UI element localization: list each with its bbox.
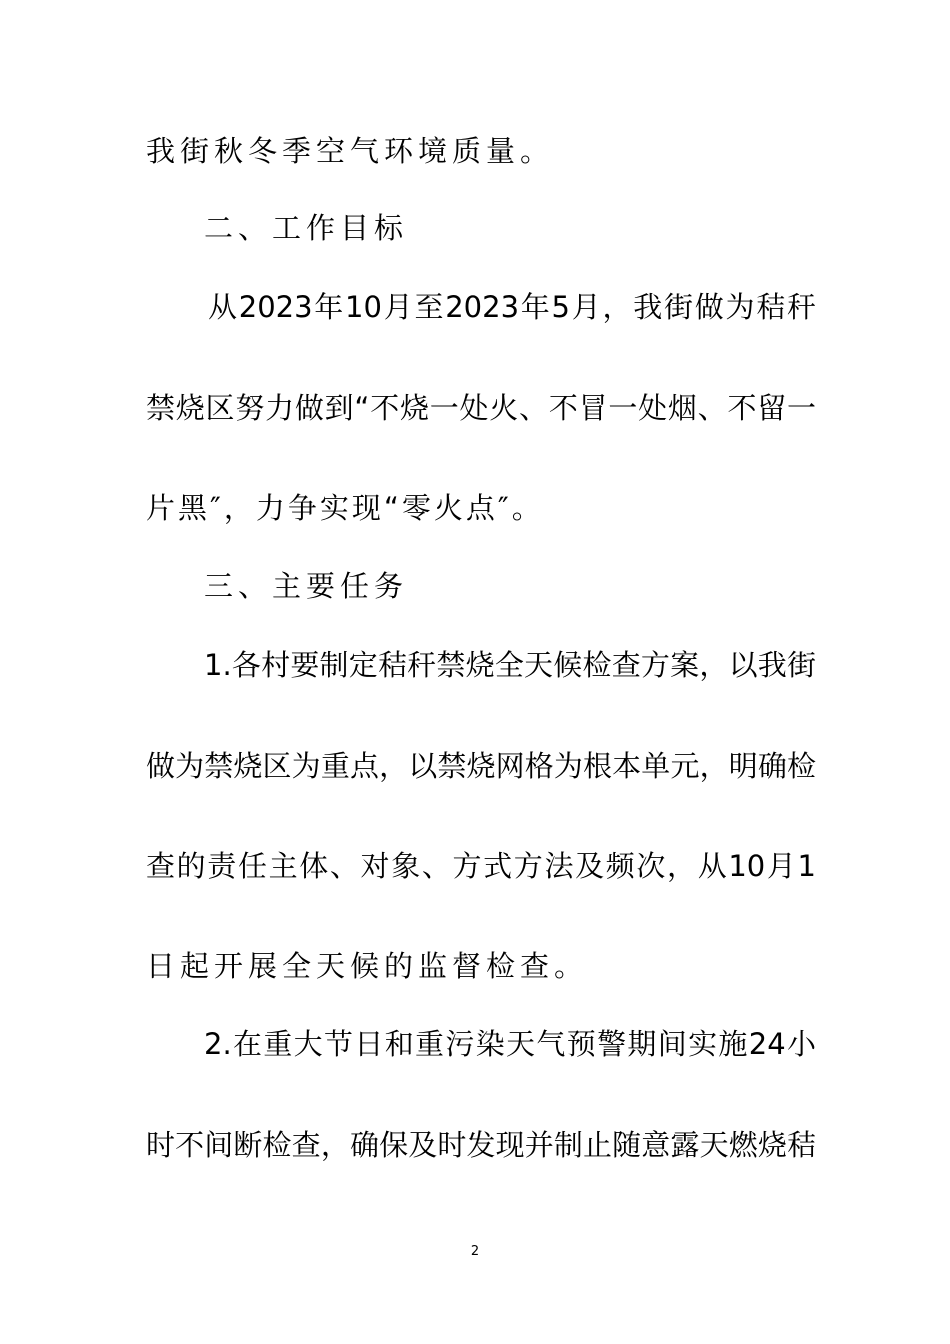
text-line-3: 从2023年10月至2023年5月，我街做为秸秆 [208, 290, 816, 324]
section-heading-goals: 二、工作目标 [204, 211, 409, 245]
text-line-10: 日起开展全天候的监督检查。 [146, 949, 589, 983]
text-line-4: 禁烧区努力做到“不烧一处火、不冒一处烟、不留一 [146, 391, 816, 425]
text-line-12: 时不间断检查，确保及时发现并制止随意露天燃烧秸 [146, 1128, 816, 1162]
section-heading-tasks: 三、主要任务 [204, 569, 409, 603]
text-line-8: 做为禁烧区为重点，以禁烧网格为根本单元，明确检 [146, 749, 816, 783]
page-number: 2 [470, 1244, 480, 1259]
text-line-7: 1.各村要制定秸秆禁烧全天候检查方案，以我街 [204, 648, 816, 682]
text-line-1: 我街秋冬季空气环境质量。 [146, 134, 555, 168]
text-line-5: 片黑″，力争实现“零火点″。 [146, 491, 544, 525]
text-line-11: 2.在重大节日和重污染天气预警期间实施24小 [204, 1027, 816, 1061]
text-line-9: 查的责任主体、对象、方式方法及频次，从10月1 [146, 849, 816, 883]
